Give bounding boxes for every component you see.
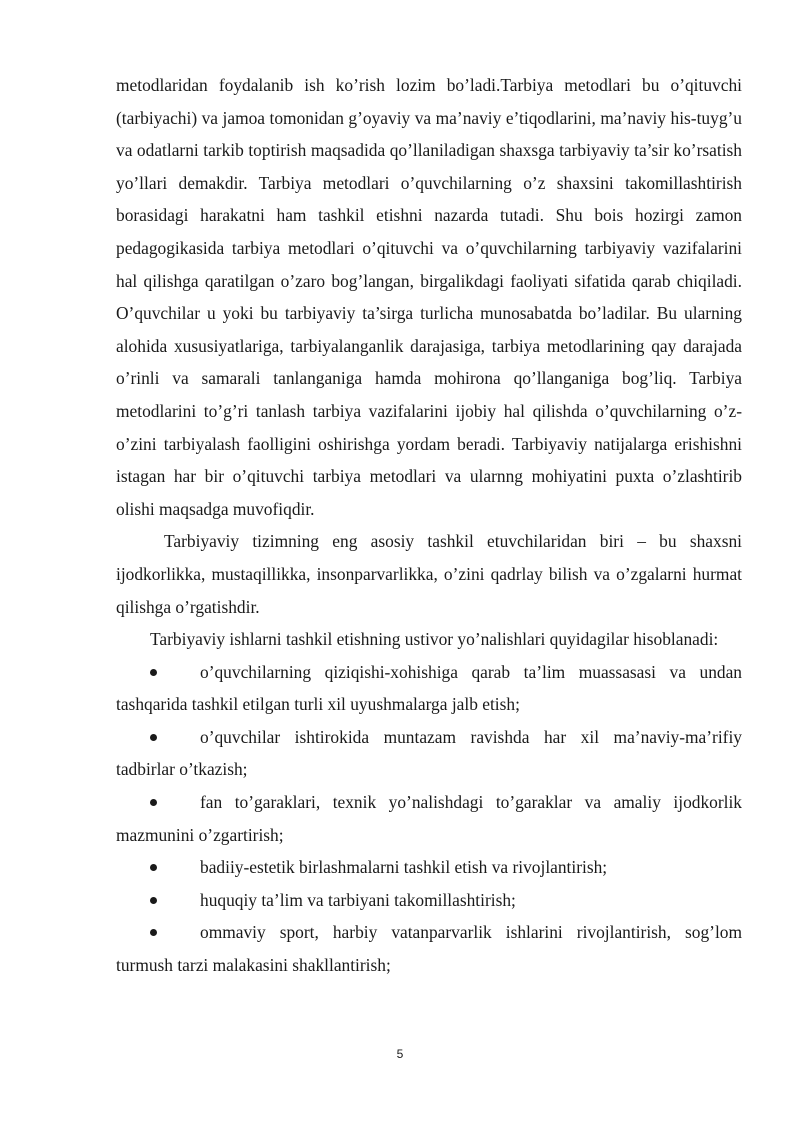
page-content [116,69,742,982]
paragraph-methods: metodlaridan foydalanib ish ko’rish lozim bo’ladi.Tarbiya metodlari bu o’qituvchi (tarbiyachi) va jamoa tomonidan g’oyaviy va ma’naviy e’tiqodlarini, ma’naviy his-tuyg’u va odatlarni tarkib toptirish maqsadida qo’llaniladigan shaxsga tarbiyaviy ta’sir ko’rsatish yo’llari demakdir. Tarbiya metodlari o’quvchilarning o’z shaxsini takomillashtirish borasidagi harakatni ham tashkil etishni nazarda tutadi. Shu bois hozirgi zamon pedagogikasida tarbiya metodlari o’qituvchi va o’quvchilarning tarbiyaviy vazifalarini hal qilishga qaratilgan o’zaro bog’langan, birgalikdagi faoliyati sifatida qarab chiqiladi. O’quvchilar u yoki bu tarbiyaviy ta’sirga turlicha munosabatda bo’ladilar. Bu ularning alohida xususiyatlariga, tarbiyalanganlik darajasiga, tarbiya metodlarining qay darajada o’rinli va samarali tanlanganiga hamda mohirona qo’llanganiga bog’liq. Tarbiya metodlarini to’g’ri tanlash tarbiya vazifalarini ijobiy hal qilishda o’quvchilarning o’z-o’zini tarbiyalash faolligini oshirishga yordam beradi. Tarbiyaviy natijalarga erishishni istagan har bir o’qituvchi tarbiya metodlari va ularnng mohiyatini puxta o’zlashtirib olishi maqsadga muvofiqdir. [116,75,742,519]
bullet-icon [150,897,157,904]
list-item [116,851,742,884]
list-item-text: ommaviy sport, harbiy vatanparvarlik ishlarini rivojlantirish, sog’lom turmush tarzi malakasini shakllantirish; [116,922,742,976]
list-item [116,656,742,721]
paragraph-priorities-intro: Tarbiyaviy ishlarni tashkil etishning ustivor yo’nalishlari quyidagilar hisoblanadi: [150,629,719,650]
bullet-icon [150,864,157,871]
bullet-icon [150,734,157,741]
list-item-text: o’quvchilar ishtirokida muntazam ravishda har xil ma’naviy-ma’rifiy tadbirlar o’tkazish; [116,726,742,780]
list-item [116,786,742,851]
list-item-text: huquqiy ta’lim va tarbiyani takomillashtirish; [200,889,516,910]
list-item [116,721,742,786]
list-item-text: badiiy-estetik birlashmalarni tashkil etish va rivojlantirish; [200,857,608,878]
list-item-text: fan to’garaklari, texnik yo’nalishdagi to’garaklar va amaliy ijodkorlik mazmunini o’zgartirish; [116,792,742,845]
bullet-icon [150,799,157,806]
list-item [116,884,742,917]
priorities-list [116,656,742,982]
list-item [116,916,742,981]
bullet-icon [150,929,157,936]
page-number: 5 [396,1047,404,1061]
list-item-text: o’quvchilarning qiziqishi-xohishiga qarab ta’lim muassasasi va undan tashqarida tashkil etilgan turli xil uyushmalarga jalb etish; [116,661,742,715]
paragraph-system: Tarbiyaviy tizimning eng asosiy tashkil etuvchilaridan biri – bu shaxsni ijodkorlikka, mustaqillikka, insonparvarlikka, o’zini qadrlay bilish va o’zgalarni hurmat qilishga o’rgatishdir. [116,531,742,617]
bullet-icon [150,669,157,676]
